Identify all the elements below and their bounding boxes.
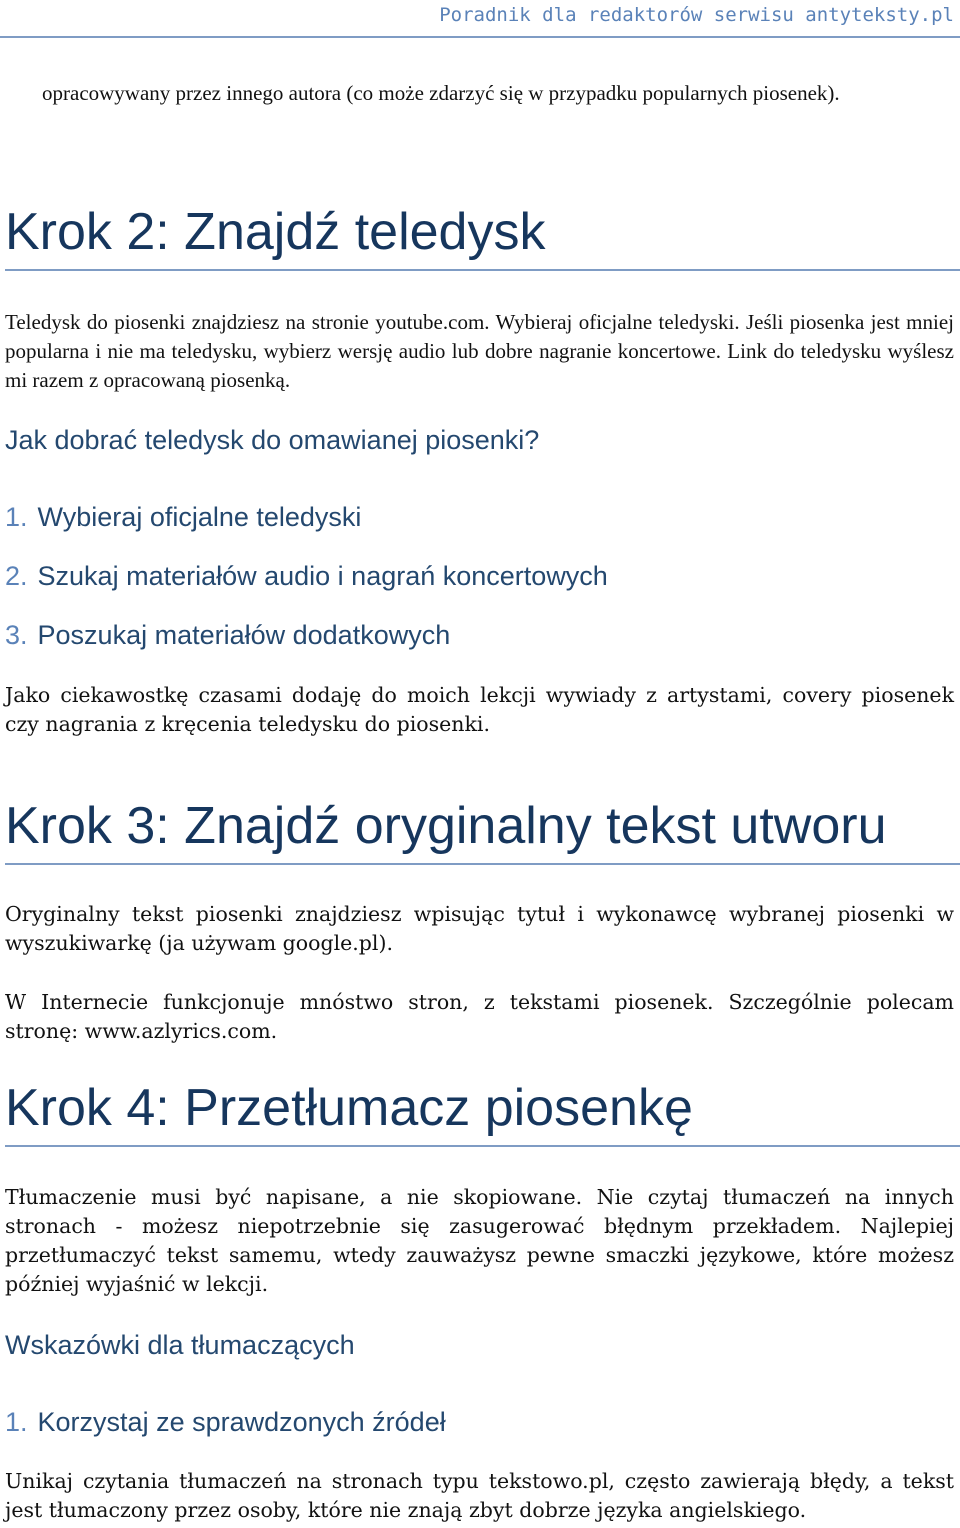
- intro-paragraph: opracowywany przez innego autora (co może zdarzyć się w przypadku popularnych piosenek).: [42, 81, 840, 105]
- list-number: 2.: [5, 561, 28, 591]
- step4-tip-1: [5, 1407, 446, 1438]
- step3-paragraph-1: Oryginalny tekst piosenki znajdziesz wpisując tytuł i wykonawcę wybranej piosenki w wyszukiwarkę (ja używam google.pl).: [5, 902, 954, 955]
- list-text: Wybieraj oficjalne teledyski: [37, 502, 362, 532]
- step2-extra-paragraph: Jako ciekawostkę czasami dodaję do moich lekcji wywiady z artystami, covery piosenek czy nagrania z kręcenia teledysku do piosenki.: [5, 683, 954, 736]
- step2-list-item-2: [5, 561, 608, 592]
- list-number: 1.: [5, 1407, 28, 1437]
- step4-paragraph: Tłumaczenie musi być napisane, a nie skopiowane. Nie czytaj tłumaczeń na innych stronach - możesz niepotrzebnie się zasugerować błędnym przekładem. Najlepiej przetłumaczyć tekst samemu, wtedy zauważysz pewne smaczki językowe, które możesz później wyjaśnić w lekcji.: [5, 1185, 954, 1296]
- list-text: Szukaj materiałów audio i nagrań koncertowych: [37, 561, 608, 591]
- page-header: [0, 0, 960, 38]
- step3-heading: Krok 3: Znajdź oryginalny tekst utworu: [5, 798, 960, 865]
- step2-heading: Krok 2: Znajdź teledysk: [5, 204, 960, 271]
- step4-heading: Krok 4: Przetłumacz piosenkę: [5, 1080, 960, 1147]
- step2-list-item-1: [5, 502, 361, 533]
- list-number: 3.: [5, 620, 28, 650]
- step3-paragraph-2: W Internecie funkcjonuje mnóstwo stron, z tekstami piosenek. Szczególnie polecam stronę: www.azlyrics.com.: [5, 990, 954, 1043]
- step2-subheading: Jak dobrać teledysk do omawianej piosenki?: [5, 425, 540, 455]
- step4-tips-heading: Wskazówki dla tłumaczących: [5, 1330, 355, 1360]
- step2-paragraph: Teledysk do piosenki znajdziesz na stronie youtube.com. Wybieraj oficjalne teledyski. Jeśli piosenka jest mniej popularna i nie ma teledysku, wybierz wersję audio lub dobre nagranie koncertowe. Link do teledysku wyślesz mi razem z opracowaną piosenką.: [5, 310, 954, 392]
- list-text: Korzystaj ze sprawdzonych źródeł: [37, 1407, 446, 1437]
- list-text: Poszukaj materiałów dodatkowych: [37, 620, 451, 650]
- step2-list-item-3: [5, 620, 450, 651]
- header-title: Poradnik dla redaktorów serwisu antyteksty.pl: [439, 4, 954, 26]
- list-number: 1.: [5, 502, 28, 532]
- step4-tip-1-paragraph: Unikaj czytania tłumaczeń na stronach typu tekstowo.pl, często zawierają błędy, a tekst jest tłumaczony przez osoby, które nie znają zbyt dobrze języka angielskiego.: [5, 1469, 954, 1522]
